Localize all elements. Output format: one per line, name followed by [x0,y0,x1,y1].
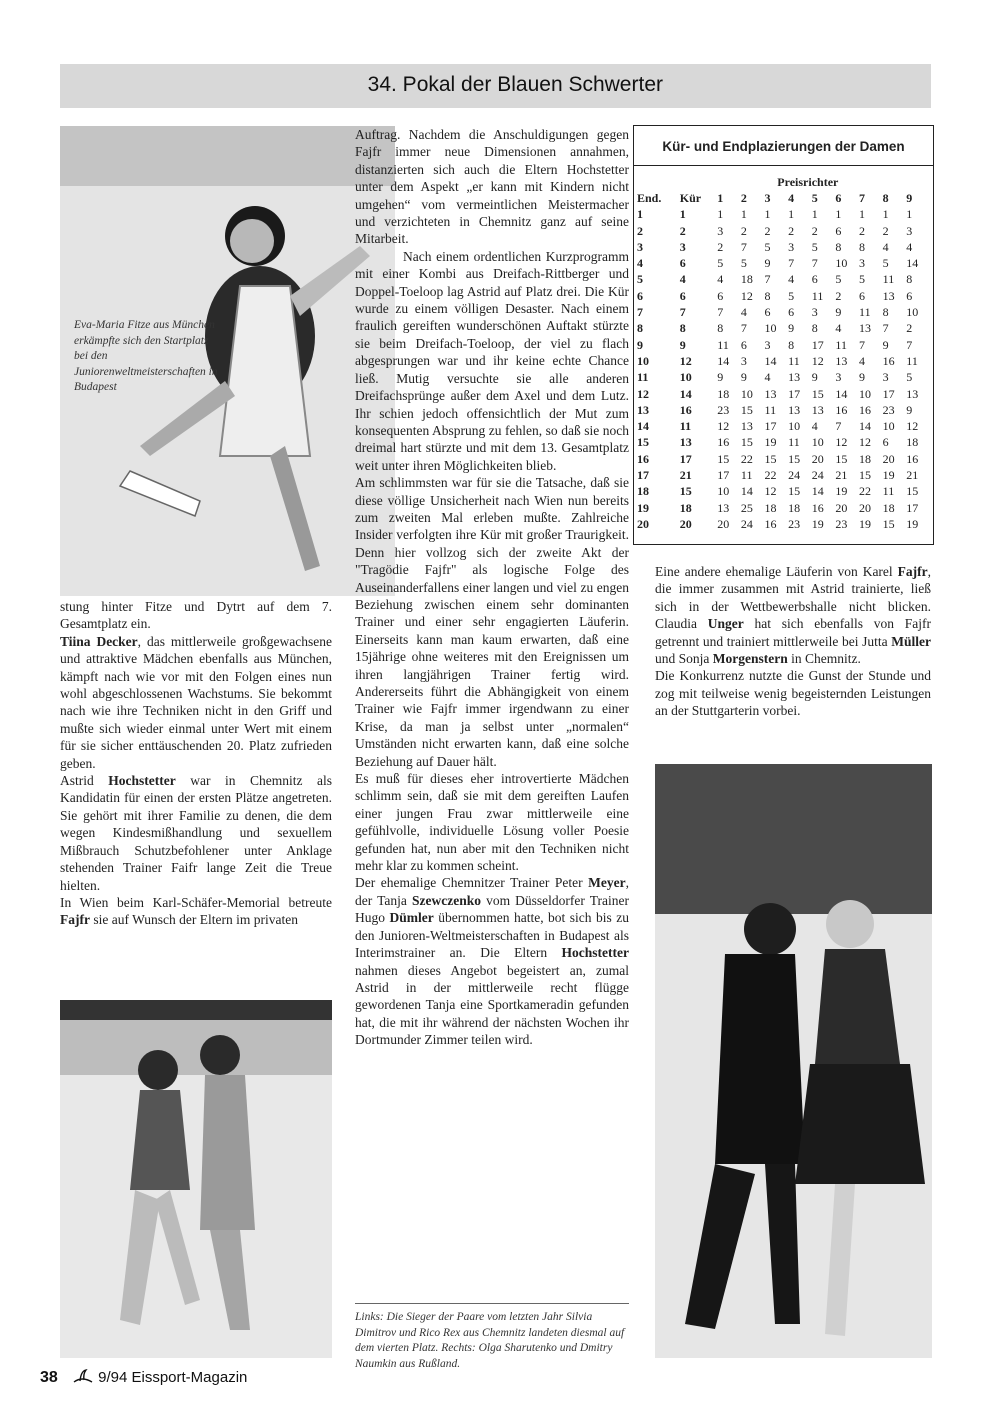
table-cell: 5 [788,288,795,303]
table-cell: 20 [811,451,824,466]
table-cell: 18 [740,272,753,287]
table-row [637,386,930,402]
table-cell: 21 [835,467,848,482]
table-cell: 3 [679,239,686,254]
table-row [637,223,930,239]
table-cell: 21 [679,467,692,482]
table-cell: 8 [764,288,771,303]
table-cell: 15 [717,451,730,466]
table-cell: 15 [906,484,919,499]
caption-fitze: Eva-Maria Fitze aus München erkämpfte sich den Startplatz bei den Juniorenweltmeisterschaften in Budapest [74,319,218,394]
table-cell: 17 [637,467,649,482]
table-cell: 12 [740,288,753,303]
table-cell: 7 [740,321,747,336]
table-cell: 24 [788,467,801,482]
table-cell: 10 [740,386,753,401]
table-cell: 11 [740,467,753,482]
table-cell: 15 [788,451,801,466]
table-row [637,435,930,451]
table-cell: 14 [859,419,872,434]
table-cell: 3 [859,256,866,271]
table-cell: 19 [637,500,649,515]
table-cell: 8 [679,321,686,336]
table-cell: 10 [811,435,824,450]
table-cell: 17 [882,386,895,401]
table-cell: 16 [679,402,692,417]
results-header-cell: 6 [835,190,842,205]
table-cell: 2 [679,223,686,238]
table-cell: 16 [859,402,872,417]
table-cell: 16 [835,402,848,417]
table-cell: 1 [906,207,913,222]
photo-pair-dimitrov-rex-image [60,1000,332,1358]
table-cell: 2 [637,223,643,238]
table-cell: 4 [859,353,866,368]
table-cell: 16 [906,451,919,466]
table-cell: 15 [811,386,824,401]
table-cell: 11 [835,337,847,352]
table-cell: 7 [811,256,818,271]
table-cell: 7 [788,256,795,271]
table-cell: 18 [679,500,692,515]
table-cell: 11 [764,402,777,417]
table-cell: 14 [717,353,730,368]
col1-paragraph-2: Tiina Decker, das mittlerweile großgewachsene und attraktive Mädchen ebenfalls aus München, kämpft nach wie vor mit den Folgen eines nun wohl abgeschlossenen Wachstums. Sie bekommt nach wie ihre Techniken nicht in den Griff und mußte sich wieder einmal unter Wert mit einem für sie sicher enttäuschenden 20. Platz zufrieden geben. [60,633,332,771]
table-cell: 6 [859,288,866,303]
table-cell: 10 [764,321,777,336]
table-cell: 14 [811,484,824,499]
table-cell: 2 [835,288,842,303]
table-cell: 5 [835,272,842,287]
table-cell: 10 [788,419,801,434]
table-cell: 9 [788,321,795,336]
table-cell: 13 [764,386,777,401]
table-cell: 2 [811,223,818,238]
table-cell: 20 [637,516,649,531]
table-cell: 14 [906,256,919,271]
page-number: 38 [40,1369,58,1386]
table-cell: 7 [717,305,724,320]
name-decker: Tiina Decker [60,633,138,649]
table-cell: 20 [679,516,692,531]
table-cell: 2 [906,321,913,336]
col2-paragraph-1: Auftrag. Nachdem die Anschuldigungen gegen Fajfr immer neue Dimensionen annahmen, distanzierten sich auch die Eltern Hochstetter unter dem Aspekt „er kann mit Kindern nicht umgehen“ vom vermeintlichen Meistermacher und verzichteten in Chemnitz ganz auf seine Mitarbeit. [355,127,629,247]
table-row [637,370,930,386]
table-cell: 12 [764,484,777,499]
table-cell: 7 [679,305,686,320]
results-header-cell: 4 [788,190,795,205]
table-cell: 23 [788,516,801,531]
table-cell: 25 [740,500,753,515]
name-fajfr-2: Fajfr [897,564,928,579]
table-cell: 6 [882,435,889,450]
table-cell: 5 [811,239,818,254]
table-cell: 1 [764,207,771,222]
page-footer [40,1368,247,1387]
results-table-title: Kür- und Endplazierungen der Damen [634,126,933,166]
table-cell: 3 [740,353,747,368]
table-row [637,516,930,532]
table-cell: 1 [811,207,818,222]
name-duemler: Dümler [389,910,434,926]
table-cell: 4 [637,256,643,271]
table-cell: 6 [906,288,913,303]
table-cell: 20 [859,500,872,515]
table-cell: 7 [740,239,747,254]
table-cell: 15 [637,435,649,450]
table-cell: 24 [740,516,753,531]
table-cell: 1 [740,207,747,222]
table-cell: 9 [717,370,724,385]
table-cell: 6 [679,288,686,303]
table-cell: 17 [717,467,730,482]
table-cell: 3 [882,370,889,385]
table-cell: 4 [717,272,724,287]
table-cell: 13 [811,402,824,417]
table-cell: 2 [882,223,889,238]
table-cell: 19 [811,516,824,531]
table-cell: 5 [637,272,643,287]
table-cell: 14 [740,484,753,499]
col1-paragraph-1: stung hinter Fitze und Dytrt auf dem 7. Gesamtplatz ein. [60,599,332,632]
table-cell: 23 [717,402,730,417]
results-table-header-row [637,190,930,206]
results-header-cell: 1 [717,190,724,205]
table-cell: 8 [717,321,724,336]
results-header-cell: Kür [679,190,702,205]
table-cell: 15 [764,451,777,466]
caption-pairs: Links: Die Sieger der Paare vom letzten Jahr Silvia Dimitrov und Rico Rex aus Chemnitz landeten diesmal auf dem vierten Platz. Rechts: Olga Sharutenko und Dmitry Naumkin aus Rußland. [355,1303,629,1372]
column-2 [355,126,629,1049]
table-cell: 18 [637,484,649,499]
page-title: 34. Pokal der Blauen Schwerter [367,73,663,96]
table-cell: 3 [906,223,913,238]
table-cell: 4 [764,370,771,385]
table-cell: 19 [764,435,777,450]
table-row [637,500,930,516]
table-cell: 10 [882,419,895,434]
table-cell: 15 [679,484,692,499]
table-cell: 3 [788,239,795,254]
table-cell: 11 [788,435,800,450]
table-cell: 10 [835,256,848,271]
table-cell: 6 [764,305,771,320]
table-cell: 2 [788,223,795,238]
table-cell: 22 [740,451,753,466]
table-cell: 19 [859,516,872,531]
table-cell: 20 [835,500,848,515]
table-cell: 17 [811,337,824,352]
table-cell: 9 [859,370,866,385]
table-cell: 13 [788,402,801,417]
table-cell: 6 [717,288,724,303]
table-cell: 10 [679,370,692,385]
table-cell: 15 [788,484,801,499]
table-cell: 15 [740,402,753,417]
col3-paragraph-1: Eine andere ehemalige Läuferin von Karel Fajfr, die immer zusammen mit Astrid trainierte, ließ sich in der Wettbewerbshalle nicht blicken. Claudia Unger hat sich ebenfalls von Fajfr getrennt und trainiert mittlerweile bei Jutta Müller und Sonja Morgenstern in Chemnitz. [655,564,931,667]
table-cell: 12 [811,353,824,368]
table-cell: 19 [835,484,848,499]
table-cell: 16 [811,500,824,515]
table-cell: 8 [637,321,643,336]
table-row [637,288,930,304]
magazine-name: 9/94 Eissport-Magazin [98,1369,248,1386]
table-cell: 4 [679,272,686,287]
table-row [637,207,930,223]
table-cell: 10 [637,353,649,368]
table-cell: 4 [882,239,889,254]
table-cell: 16 [882,353,895,368]
table-cell: 8 [811,321,818,336]
table-cell: 2 [717,239,724,254]
col2-paragraph-4: Es muß für dieses eher introvertierte Mädchen schlimm sein, daß sie mit dem gereiften Laufen einer jungen Frau zwar mittlerweile eine gefühlvolle, individuelle Lösung voller Poesie gefunden hat, nun aber mit den Techniken nicht mehr klar zu kommen scheint. [355,771,629,874]
table-cell: 10 [859,386,872,401]
table-cell: 6 [679,256,686,271]
table-cell: 10 [717,484,730,499]
table-row [637,402,930,418]
table-cell: 8 [882,305,889,320]
table-row [637,304,930,320]
table-cell: 20 [717,516,730,531]
table-cell: 8 [835,239,842,254]
table-cell: 13 [717,500,730,515]
table-cell: 3 [811,305,818,320]
table-cell: 12 [835,435,848,450]
table-cell: 13 [906,386,919,401]
results-header-cell: 2 [740,190,747,205]
table-cell: 6 [835,223,842,238]
table-cell: 9 [882,337,889,352]
table-row [637,484,930,500]
table-cell: 3 [637,239,643,254]
col1-paragraph-4: In Wien beim Karl-Schäfer-Memorial betreute Fajfr sie auf Wunsch der Eltern im privaten [60,894,332,928]
name-meyer: Meyer [588,875,626,891]
table-cell: 1 [835,207,842,222]
table-cell: 8 [906,272,913,287]
table-cell: 12 [637,386,649,401]
table-cell: 11 [906,353,918,368]
table-cell: 13 [835,353,848,368]
table-cell: 7 [835,419,842,434]
table-cell: 4 [906,239,913,254]
table-row [637,321,930,337]
table-cell: 5 [764,239,771,254]
col2-paragraph-3: Am schlimmsten war für sie die Tatsache, daß sie diese völlige Unsicherheit nach Wien nun bereits zum zweiten Mal erleben mußte. Zahlreiche Insider verfolgten ihre Kür mit großer Traurigkeit. Denn hier vollzog sich der zweite Akt der "Tragödie Fajfr" als logische Folge des Auseinanderfallens einer langen und viel zu engen Beziehung zwischen einem sehr dominanten Trainer und einer sehr engagierten Läuferin. Einerseits kann man kaum erwarten, daß eine 15jährige ohne weiteres mit den Ereignissen um ihren langjährigen Trainer fertig wird. Andererseits führt die Abhängigkeit von einem Trainer wie Fajfr immer irgendwann zu einer Krise, da man ja selbst unter „normalen“ Umständen nicht erwarten kann, daß eine solche Beziehung auf Dauer hält. [355,475,629,769]
col1-paragraph-3: Astrid Hochstetter war in Chemnitz als Kandidatin für einen der ersten Plätze angetreten. Sie gehört mit ihrer Familie zu denen, die dem wegen Kindesmißhandlung und sexuellem Mißbrauch Schutzbefohlener unter Anklage stehenden Trainer Faifr lange Zeit die Treue hielten. [60,773,332,893]
table-cell: 11 [788,353,800,368]
table-cell: 8 [859,239,866,254]
table-cell: 5 [906,370,913,385]
table-cell: 4 [835,321,842,336]
table-cell: 3 [835,370,842,385]
table-cell: 18 [788,500,801,515]
table-cell: 18 [764,500,777,515]
table-cell: 23 [835,516,848,531]
swan-logo-icon [72,1368,94,1384]
table-row [637,353,930,369]
table-cell: 12 [717,419,730,434]
table-row [637,239,930,255]
name-unger: Unger [707,616,744,632]
table-cell: 7 [764,272,771,287]
table-cell: 11 [882,484,895,499]
name-fajfr: Fajfr [60,912,90,928]
table-cell: 9 [906,402,913,417]
table-cell: 16 [764,516,777,531]
table-cell: 9 [679,337,686,352]
table-cell: 20 [882,451,895,466]
photo-pair-dimitrov-rex [60,1000,332,1358]
table-cell: 18 [717,386,730,401]
table-cell: 5 [740,256,747,271]
table-cell: 2 [859,223,866,238]
name-szewczenko: Szewczenko [411,892,481,908]
table-cell: 9 [835,305,842,320]
table-cell: 1 [882,207,889,222]
col3-paragraph-2: Die Konkurrenz nutzte die Gunst der Stunde und zog mit teilweise wenig begeisternden Leistungen an der Stuttgarterin vorbei. [655,668,931,719]
results-table-body [637,207,930,533]
table-cell: 11 [717,337,729,352]
table-cell: 12 [679,353,692,368]
table-cell: 11 [679,419,692,434]
table-cell: 2 [740,223,747,238]
name-mueller: Müller [891,633,931,649]
table-cell: 7 [906,337,913,352]
judges-label: Preisrichter [777,174,839,189]
table-cell: 16 [637,451,649,466]
table-cell: 13 [859,321,872,336]
table-cell: 13 [740,419,753,434]
table-cell: 7 [882,321,889,336]
table-row [637,337,930,353]
table-cell: 6 [740,337,747,352]
results-table [637,174,930,533]
table-cell: 10 [906,305,919,320]
results-header-cell: 7 [859,190,866,205]
table-cell: 7 [637,305,643,320]
table-cell: 14 [637,419,649,434]
table-cell: 9 [637,337,643,352]
table-cell: 1 [788,207,795,222]
table-cell: 2 [764,223,771,238]
table-cell: 13 [788,370,801,385]
table-cell: 22 [764,467,777,482]
table-row [637,272,930,288]
results-table-group-row [637,174,930,190]
table-cell: 5 [882,256,889,271]
results-header-cell: End. [637,190,662,205]
table-cell: 5 [859,272,866,287]
table-cell: 9 [811,370,818,385]
table-cell: 1 [637,207,643,222]
table-cell: 4 [788,272,795,287]
table-cell: 13 [882,288,895,303]
table-cell: 23 [882,402,895,417]
table-cell: 13 [637,402,649,417]
name-hochstetter-2: Hochstetter [561,945,629,961]
table-cell: 16 [717,435,730,450]
table-cell: 6 [788,305,795,320]
col2-paragraph-2: Nach einem ordentlichen Kurzprogramm mit einer Kombi aus Dreifach-Rittberger und Doppel-Toeloop lag Astrid auf Platz drei. Die Kür wurde zu einem völligen Desaster. Nach einem fraulich gereiften wunderschönen Auftakt stürzte sie beim Dreifach-Toeloop, der viel zu flach abgesprungen war und ihr keine echte Chance ließ. Mutig versuchte sie alle anderen Dreifachsprünge außer dem Axel und dem Lutz. Ihr schien jedoch offensichtlich der Mut zum konsequenten Absprung zu fehlen, so daß sie noch dreimal hart stürzte und mit dem 13. Gesamtplatz weit unter ihren Möglichkeiten blieb. [355,248,629,473]
table-cell: 14 [764,353,777,368]
table-cell: 18 [906,435,919,450]
table-cell: 6 [811,272,818,287]
results-header-cell: 5 [811,190,818,205]
name-morgenstern: Morgenstern [712,651,788,667]
table-cell: 21 [906,467,919,482]
results-header-cell: 8 [882,190,889,205]
table-cell: 13 [679,435,692,450]
page-header [60,64,931,108]
table-cell: 15 [835,451,848,466]
table-cell: 12 [906,419,919,434]
table-cell: 12 [859,435,872,450]
table-row [637,467,930,483]
results-table-box [633,125,934,545]
results-header-cell: 9 [906,190,913,205]
table-cell: 1 [859,207,866,222]
table-cell: 11 [811,288,824,303]
table-cell: 1 [717,207,724,222]
name-hochstetter: Hochstetter [108,773,176,789]
table-row [637,255,930,271]
table-cell: 1 [679,207,686,222]
table-cell: 17 [764,419,777,434]
results-header-cell: 3 [764,190,771,205]
table-cell: 3 [717,223,724,238]
table-cell: 4 [740,305,747,320]
table-cell: 22 [859,484,872,499]
table-cell: 17 [679,451,692,466]
column-3 [655,563,931,720]
table-cell: 9 [764,256,771,271]
table-cell: 17 [906,500,919,515]
table-cell: 24 [811,467,824,482]
table-cell: 19 [882,467,895,482]
table-row [637,418,930,434]
table-cell: 14 [835,386,848,401]
table-cell: 14 [679,386,692,401]
table-cell: 6 [637,288,643,303]
table-cell: 11 [859,305,871,320]
table-cell: 18 [882,500,895,515]
table-cell: 7 [859,337,866,352]
table-cell: 9 [740,370,747,385]
table-cell: 15 [740,435,753,450]
table-cell: 15 [859,467,872,482]
table-cell: 11 [637,370,649,385]
table-cell: 3 [764,337,771,352]
table-row [637,451,930,467]
table-cell: 19 [906,516,919,531]
column-1 [60,598,332,929]
table-cell: 5 [717,256,724,271]
table-cell: 15 [882,516,895,531]
table-cell: 4 [811,419,818,434]
table-cell: 11 [882,272,895,287]
table-cell: 8 [788,337,795,352]
photo-pair-sharutenko-naumkin [655,764,932,1358]
table-cell: 18 [859,451,872,466]
table-cell: 17 [788,386,801,401]
photo-pair-sharutenko-naumkin-image [655,764,932,1358]
col2-paragraph-5: Der ehemalige Chemnitzer Trainer Peter Meyer, der Tanja Szewczenko vom Düsseldorfer Trainer Hugo Dümler übernommen hatte, bot sich bis zu den Junioren-Weltmeisterschaften in Budapest als Interimstrainer an. Die Eltern Hochstetter nahmen dieses Angebot begeistert an, zumal Astrid in der mittlerweile recht flügge gewordenen Tanja eine Sportkameradin gefunden hat, die mit ihr während der nächsten Wochen ihr Dortmunder Zimmer teilen wird. [355,875,630,1048]
results-table-wrap [637,174,930,533]
